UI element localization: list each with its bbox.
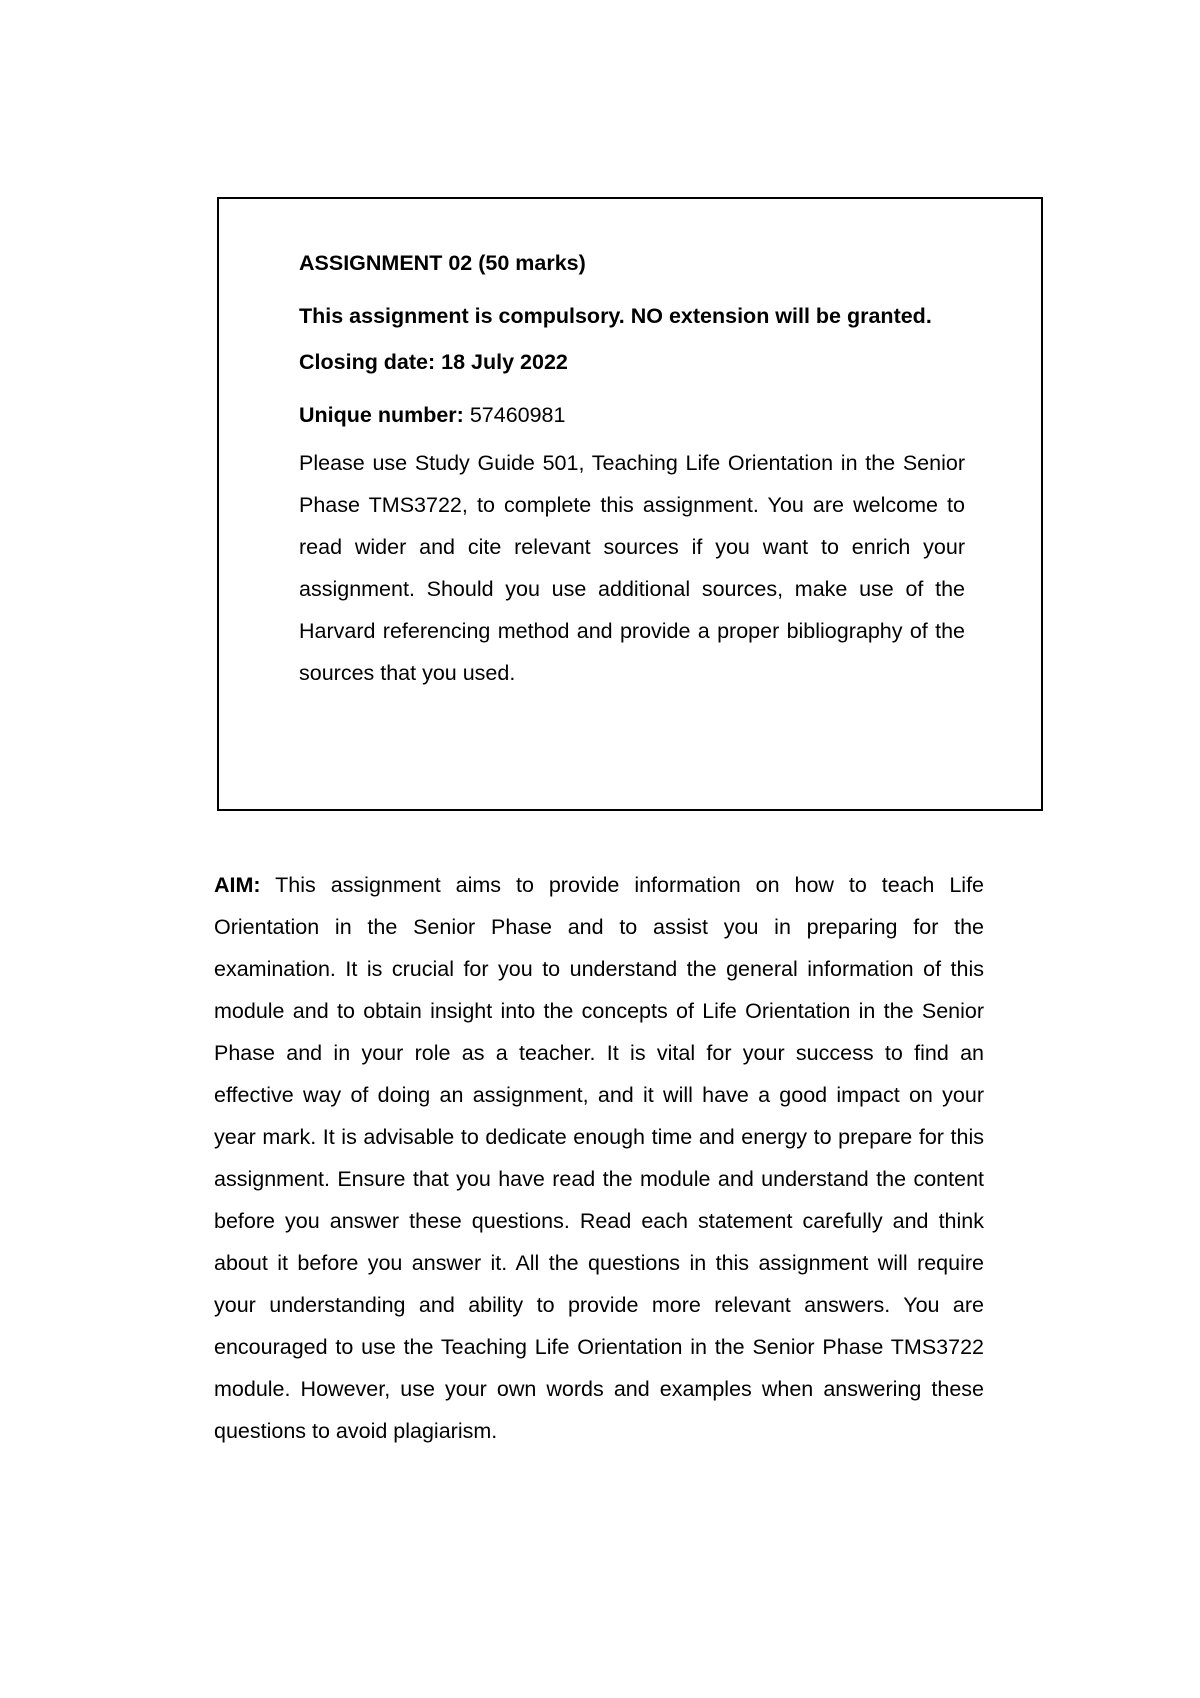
instructions-paragraph: Please use Study Guide 501, Teaching Life Orientation in the Senior Phase TMS3722, to complete this assignment. You are welcome to read wider and cite relevant sources if you want to enrich your assignment. Should you use additional sources, make use of the Harvard referencing method and provide a proper bibliography of the sources that you used. [299, 451, 965, 685]
assignment-info-box [217, 197, 1043, 811]
assignment-info-content [299, 249, 965, 694]
closing-date: Closing date: 18 July 2022 [299, 350, 568, 374]
unique-number [299, 401, 965, 429]
unique-number-label: Unique number: [299, 403, 464, 427]
aim-text: This assignment aims to provide information on how to teach Life Orientation in the Senior Phase and to assist you in preparing for the examination. It is crucial for you to understand the general information of this module and to obtain insight into the concepts of Life Orientation in the Senior Phase and in your role as a teacher. It is vital for your success to find an effective way of doing an assignment, and it will have a good impact on your year mark. It is advisable to dedicate enough time and energy to prepare for this assignment. Ensure that you have read the module and understand the content before you answer these questions. Read each statement carefully and think about it before you answer it. All the questions in this assignment will require your understanding and ability to provide more relevant answers. You are encouraged to use the Teaching Life Orientation in the Senior Phase TMS3722 module. However, use your own words and examples when answering these questions to avoid plagiarism. [214, 873, 984, 1443]
assignment-heading: ASSIGNMENT 02 (50 marks) [299, 251, 586, 275]
compulsory-notice: This assignment is compulsory. NO extension will be granted. [299, 304, 932, 328]
unique-number-value: 57460981 [463, 403, 566, 427]
aim-label: AIM: [214, 873, 261, 897]
aim-paragraph [214, 864, 984, 1452]
